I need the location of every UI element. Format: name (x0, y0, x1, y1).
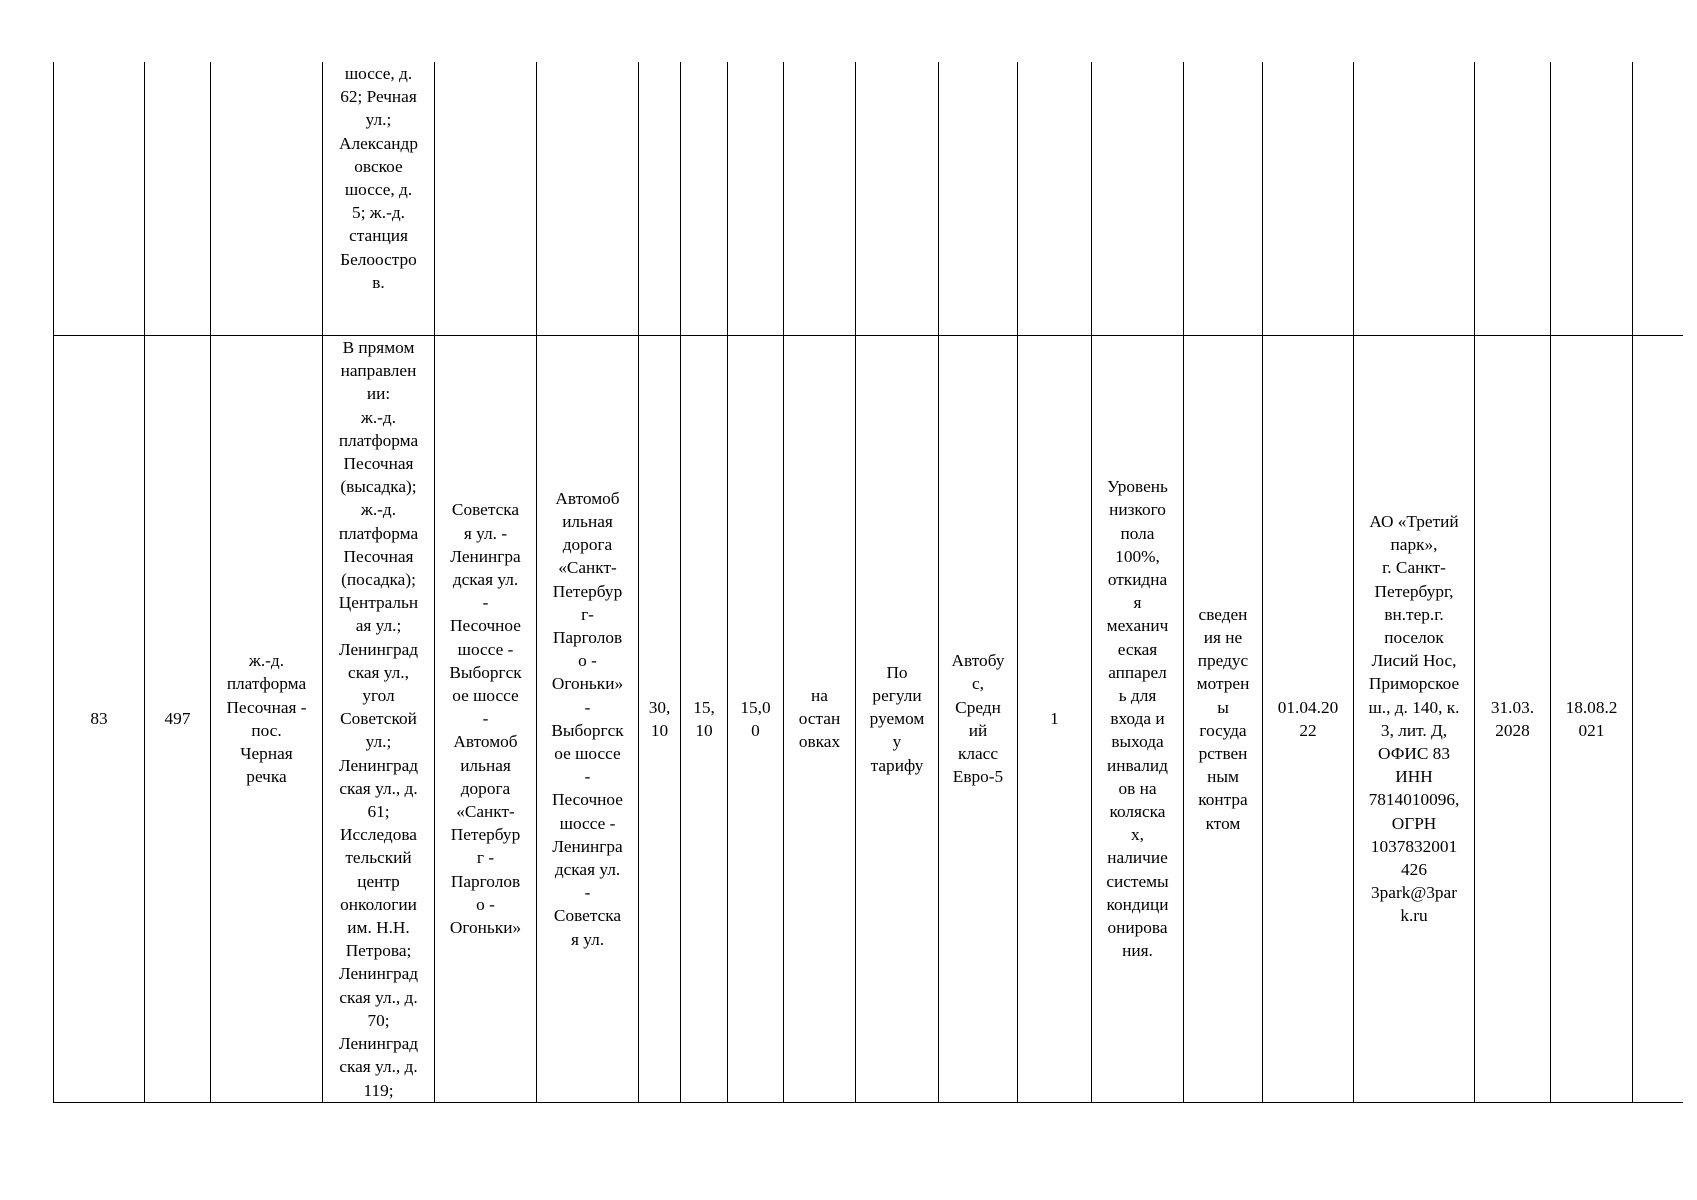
cell-tariff (856, 62, 939, 336)
cell-stop-order (784, 62, 856, 336)
cell-length-forward (639, 62, 681, 336)
cell-stops: В прямом направлен ии: ж.-д. платформа Песочная (высадка); ж.-д. платформа Песочная (посадка); Центральн ая ул.; Ленинград ская ул., угол Советской ул.; Ленинград ская ул., д. 61; Исследова тельский центр онкологии им. Н.Н. Петрова; Ленинград ская ул., д. 70; Ленинград ская ул., д. 119; (323, 336, 435, 1103)
cell-number (54, 62, 145, 336)
cell-route-name: ж.-д. платформа Песочная - пос. Черная речка (211, 336, 323, 1103)
cell-contract-info (1184, 62, 1263, 336)
table-row-route-497 (54, 336, 1683, 1103)
cell-registry-date (1551, 62, 1633, 336)
cell-registry-date: 18.08.2 021 (1551, 336, 1633, 1103)
cell-start-date (1263, 62, 1354, 336)
cell-vehicle: Автобу с, Средн ий класс Евро-5 (939, 336, 1018, 1103)
cell-length-total (728, 62, 784, 336)
cell-route-number: 497 (145, 336, 211, 1103)
cell-tariff: По регули руемом у тарифу (856, 336, 939, 1103)
cell-length-reverse (681, 62, 728, 336)
cell-extra (1633, 336, 1683, 1103)
cell-length-reverse: 15, 10 (681, 336, 728, 1103)
cell-number: 83 (54, 336, 145, 1103)
cell-streets-forward (435, 62, 537, 336)
cell-streets-reverse (537, 62, 639, 336)
cell-length-forward: 30, 10 (639, 336, 681, 1103)
cell-characteristics: Уровень низкого пола 100%, откидна я механич еская аппарел ь для входа и выхода инвалид ов на коляска х, наличие системы кондици онирова ния. (1092, 336, 1184, 1103)
cell-extra (1633, 62, 1683, 336)
table-row-previous (54, 62, 1683, 336)
cell-length-total: 15,0 0 (728, 336, 784, 1103)
cell-streets-reverse: Автомоб ильная дорога «Санкт- Петербур г- Парголов о - Огоньки» - Выборгск ое шоссе - Песочное шоссе - Ленингра дская ул. - Советска я ул. (537, 336, 639, 1103)
cell-carrier: АО «Третий парк», г. Санкт- Петербург, вн.тер.г. поселок Лисий Нос, Приморское ш., д. 140, к. 3, лит. Д, ОФИС 83 ИНН 7814010096, ОГРН 1037832001 426 3park@3par k.ru (1354, 336, 1475, 1103)
cell-contract-info: сведен ия не предус мотрен ы госуда рствен ным контра ктом (1184, 336, 1263, 1103)
cell-route-name (211, 62, 323, 336)
cell-vehicle (939, 62, 1018, 336)
cell-vehicle-count: 1 (1018, 336, 1092, 1103)
cell-characteristics (1092, 62, 1184, 336)
cell-start-date: 01.04.20 22 (1263, 336, 1354, 1103)
cell-end-date: 31.03. 2028 (1475, 336, 1551, 1103)
cell-end-date (1475, 62, 1551, 336)
cell-stop-order: на остан овках (784, 336, 856, 1103)
cell-streets-forward: Советска я ул. - Ленингра дская ул. - Песочное шоссе - Выборгск ое шоссе - Автомоб ильная дорога «Санкт- Петербур г - Парголов о - Огоньки» (435, 336, 537, 1103)
cell-route-number (145, 62, 211, 336)
cell-carrier (1354, 62, 1475, 336)
routes-registry-table (53, 62, 1683, 1103)
cell-vehicle-count (1018, 62, 1092, 336)
cell-stops: шоссе, д. 62; Речная ул.; Александр овское шоссе, д. 5; ж.-д. станция Белоостро в. (323, 62, 435, 336)
